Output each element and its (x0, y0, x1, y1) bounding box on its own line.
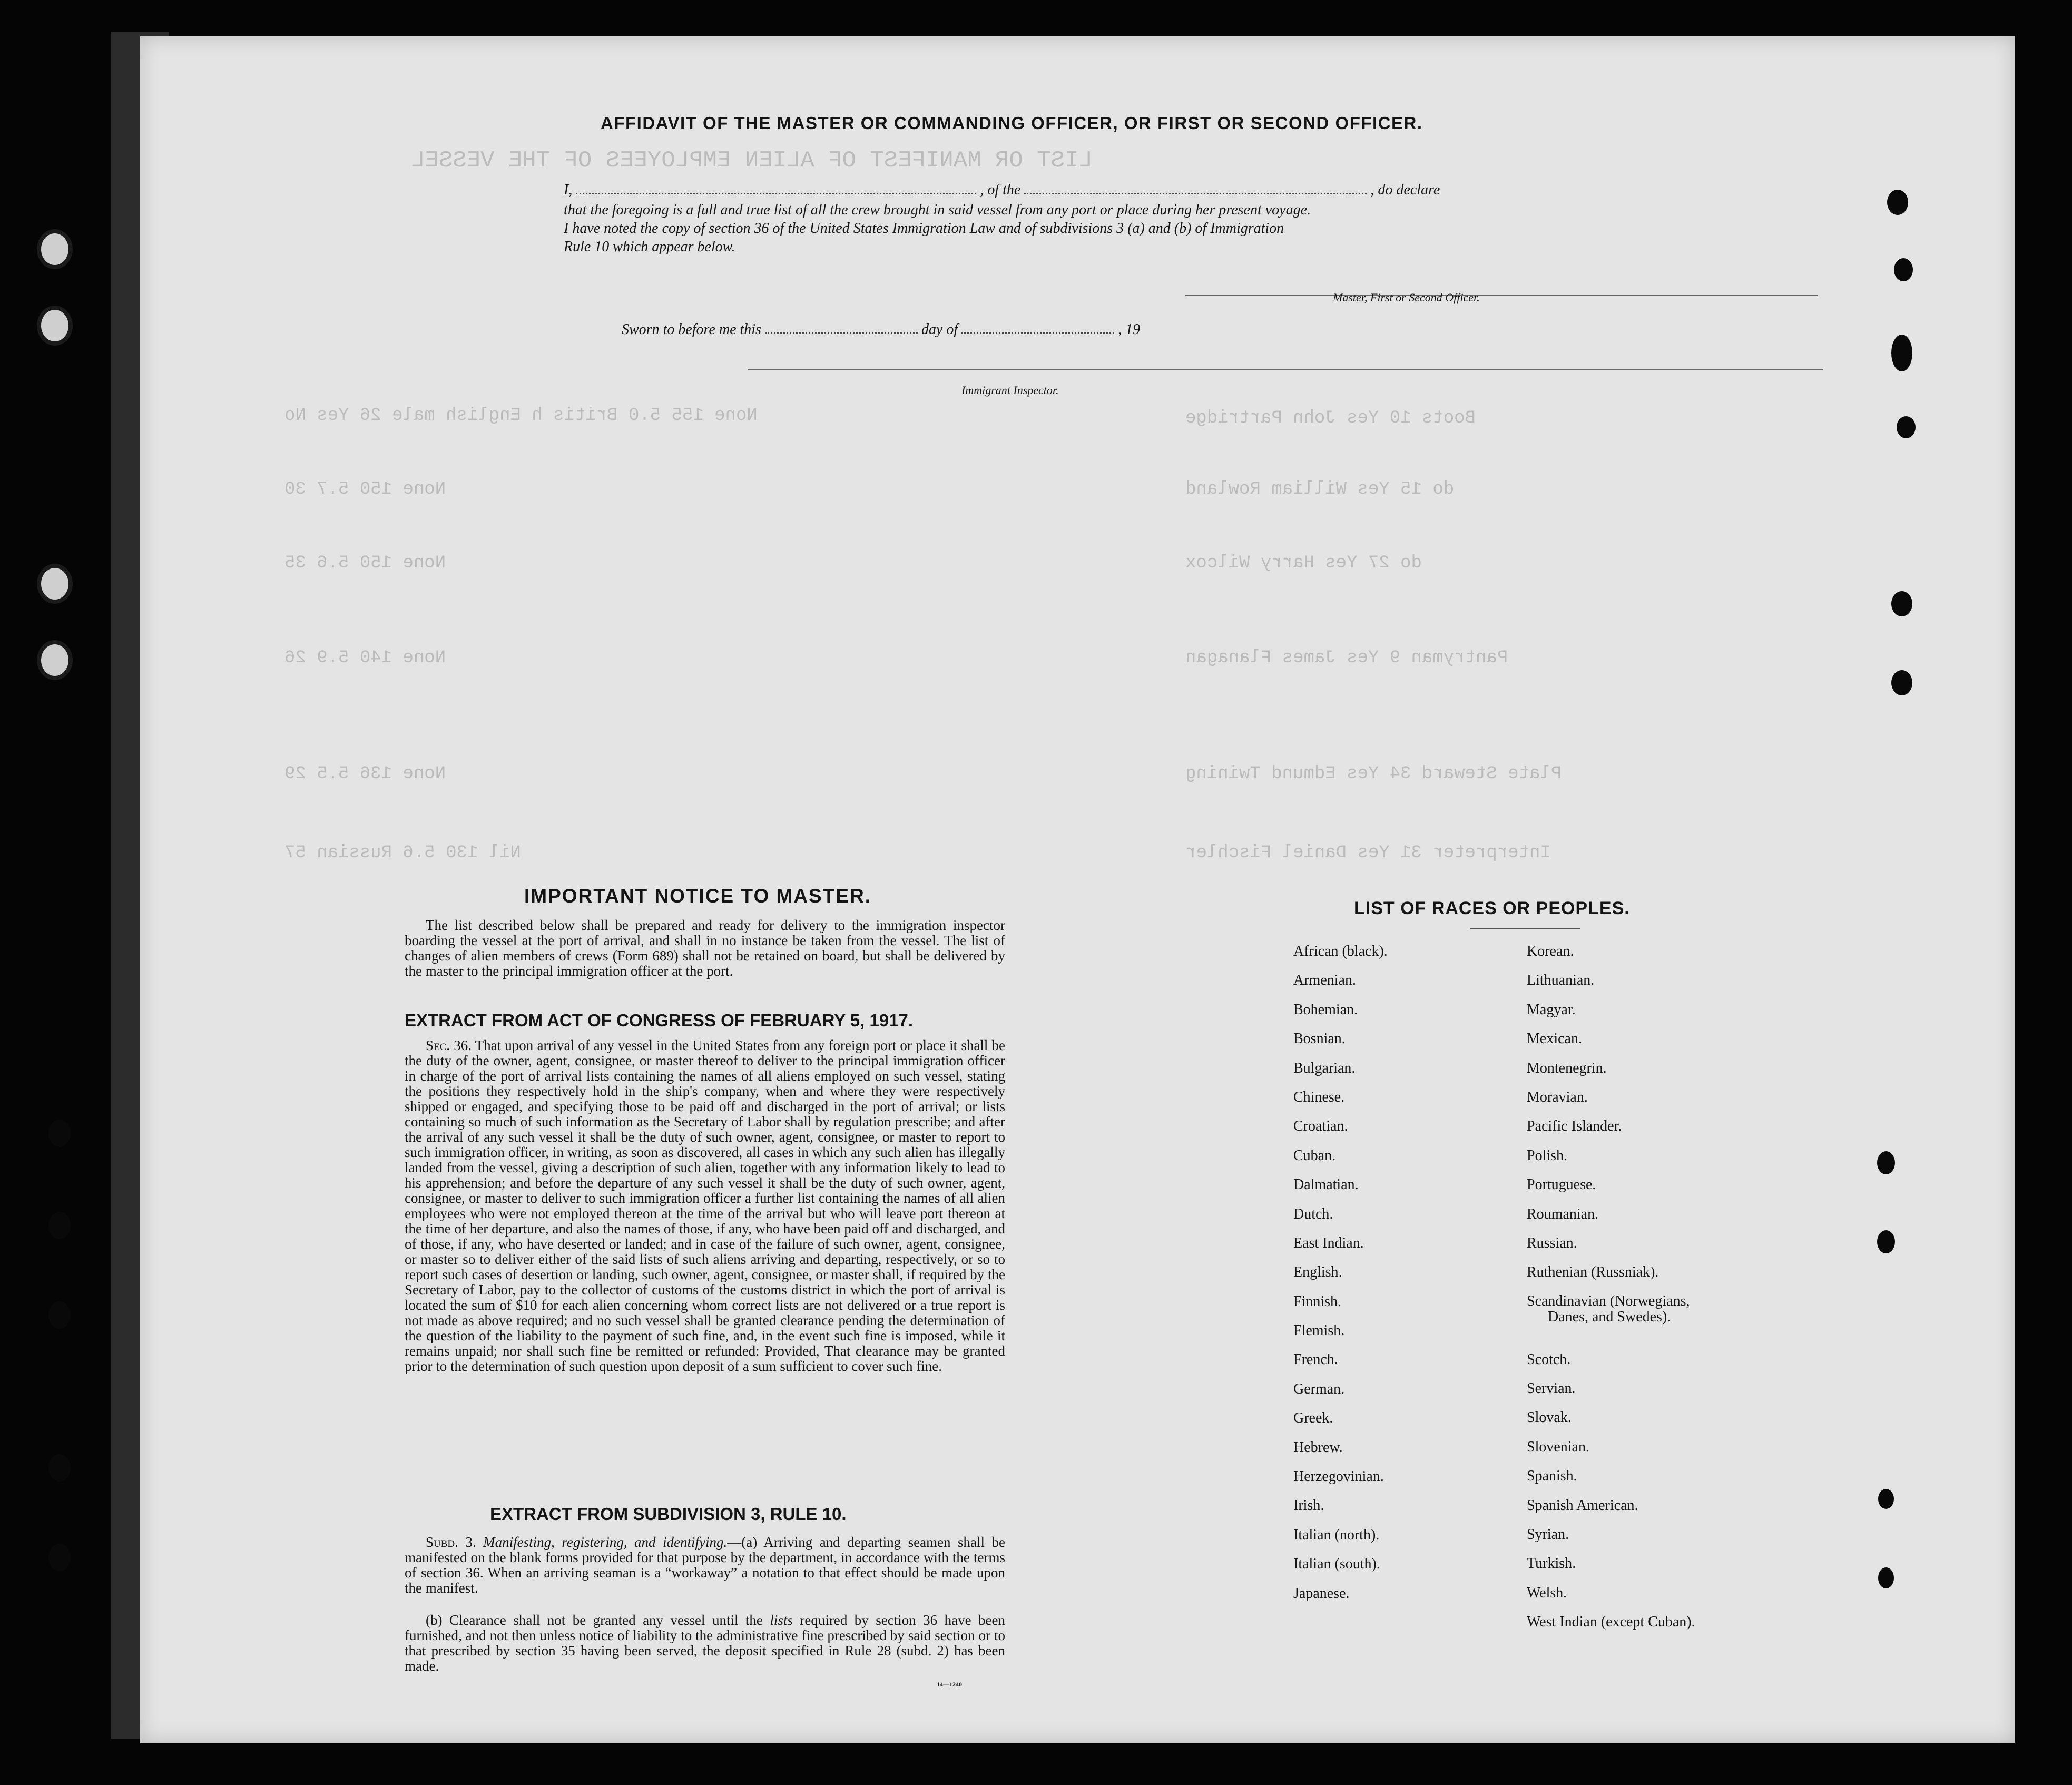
binder-ring (37, 229, 73, 269)
binder-ring (37, 306, 73, 346)
race-item: Italian (north). (1293, 1526, 1380, 1543)
para-b-lists: lists (770, 1612, 793, 1628)
inspector-signature-label: Immigrant Inspector. (961, 384, 1059, 397)
master-signature-line[interactable] (1185, 295, 1818, 296)
sworn-day-field[interactable] (765, 329, 918, 334)
race-item: Slovenian. (1527, 1438, 1589, 1455)
race-item: West Indian (except Cuban). (1527, 1614, 1695, 1631)
race-item: Portuguese. (1527, 1176, 1596, 1193)
subd-label: Subd. 3. (426, 1534, 476, 1550)
race-item: Flemish. (1293, 1322, 1345, 1339)
punch-hole (1877, 1151, 1895, 1174)
punch-hole (1894, 258, 1913, 281)
punch-hole (1891, 335, 1912, 371)
race-item: East Indian. (1293, 1234, 1364, 1251)
punch-hole (1878, 1567, 1894, 1588)
race-item: Croatian. (1293, 1118, 1348, 1135)
punch-hole (48, 1212, 71, 1239)
scandinavian-line1: Scandinavian (Norwegians, (1527, 1292, 1690, 1309)
act-extract-heading: EXTRACT FROM ACT OF CONGRESS OF FEBRUARY 5, 1917. (405, 1011, 914, 1030)
race-item: Dalmatian. (1293, 1176, 1359, 1193)
races-column-2 (1527, 943, 1748, 1643)
race-item: Dutch. (1293, 1205, 1333, 1222)
race-item: Welsh. (1527, 1584, 1567, 1601)
sworn-line (622, 321, 1140, 338)
subd-para-a-text: —(a) Arriving and departing seamen shall be manifested on the blank forms provided for that purpose by the department, in accordance with the terms of section 36. When an arriving seaman is a “workaway” a notation to that effect should be made upon the manifest. (405, 1534, 1005, 1596)
sworn-mid: day of (921, 321, 958, 338)
sworn-start: Sworn to before me this (622, 321, 761, 338)
race-item: Chinese. (1293, 1088, 1345, 1105)
race-item: Mexican. (1527, 1031, 1582, 1047)
race-item: Russian. (1527, 1234, 1577, 1251)
race-item: Spanish American. (1527, 1497, 1638, 1514)
race-item: Syrian. (1527, 1526, 1569, 1543)
affidavit-line1-start: I, (564, 182, 573, 198)
notice-text: The list described below shall be prepared and ready for delivery to the immigration inspector boarding the vessel at the port of arrival, and shall in no instance be taken from the vessel. The list of changes of alien members of crews (Form 689) shall not be retained on board, but shall be delivered by the master to the principal immigration officer at the port. (405, 917, 1005, 979)
inspector-signature-line[interactable] (748, 369, 1823, 370)
race-item: Finnish. (1293, 1293, 1342, 1310)
race-item: Lithuanian. (1527, 972, 1595, 989)
sworn-end: , 19 (1118, 321, 1141, 338)
affidavit-line1-end: , do declare (1370, 182, 1440, 198)
race-item: Hebrew. (1293, 1439, 1343, 1456)
subd-title: Manifesting, registering, and identifying. (483, 1534, 728, 1550)
sworn-month-field[interactable] (961, 329, 1114, 334)
race-item-scandinavian (1527, 1293, 1748, 1351)
race-item: Italian (south). (1293, 1556, 1380, 1573)
bleed-through-text: do 15 Yes William Rowland (1185, 479, 1455, 499)
punch-hole (1878, 1489, 1894, 1509)
punch-hole (1891, 591, 1912, 616)
punch-hole (1891, 670, 1912, 695)
bleed-through-text: do 27 Yes Harry Wilcox (1185, 553, 1422, 573)
master-signature-label: Master, First or Second Officer. (1333, 291, 1480, 304)
race-item: Irish. (1293, 1497, 1324, 1514)
act-extract-text (405, 1038, 1005, 1374)
scandinavian-line2: Danes, and Swedes). (1548, 1308, 1671, 1325)
punch-hole (48, 1301, 71, 1329)
rule-para-b (405, 1613, 1005, 1674)
punch-hole (1887, 190, 1908, 215)
race-item: Roumanian. (1527, 1205, 1599, 1222)
race-item: Bulgarian. (1293, 1060, 1356, 1076)
race-item: Scotch. (1527, 1351, 1571, 1368)
bleed-through-text: Pantryman 9 Yes James Flanagan (1185, 648, 1508, 668)
punch-hole (48, 1120, 71, 1147)
race-item: Cuban. (1293, 1147, 1336, 1164)
section-label: Sec. 36. (426, 1037, 472, 1053)
rule-extract-heading: EXTRACT FROM SUBDIVISION 3, RULE 10. (490, 1504, 847, 1524)
race-item: Bohemian. (1293, 1001, 1358, 1018)
race-item: Turkish. (1527, 1555, 1576, 1572)
race-item: African (black). (1293, 943, 1388, 959)
race-item: Greek. (1293, 1410, 1333, 1427)
bleed-through-text: Nil 130 5.6 Russian 57 (284, 843, 521, 863)
para-b-end: required by section 36 have been furnished, and not then unless notice of liability to the administrative fine prescribed by said section or to that prescribed by section 35 having been served, the deposit specified in Rule 28 (subd. 2) has been made. (405, 1612, 1006, 1674)
race-item: French. (1293, 1351, 1338, 1368)
binder-ring (37, 640, 73, 680)
races-column-1 (1293, 943, 1388, 1614)
race-item: Japanese. (1293, 1585, 1350, 1602)
affidavit-declaration-line2: that the foregoing is a full and true list of all the crew brought in said vessel from any port or place during her present voyage. (564, 202, 1311, 218)
race-item: Bosnian. (1293, 1031, 1346, 1047)
notice-heading: IMPORTANT NOTICE TO MASTER. (524, 885, 872, 907)
race-item: Servian. (1527, 1380, 1576, 1397)
bleed-through-text: None 140 5.9 26 (284, 648, 446, 668)
race-item: Armenian. (1293, 972, 1356, 989)
bleed-through-text: None 136 5.5 29 (284, 764, 446, 784)
bleed-through-text: None 150 5.6 35 (284, 553, 446, 573)
affidavit-heading: AFFIDAVIT OF THE MASTER OR COMMANDING OFFICER, OR FIRST OR SECOND OFFICER. (601, 113, 1423, 133)
affidavit-line1-mid: , of the (980, 182, 1021, 198)
race-item: Polish. (1527, 1147, 1568, 1164)
race-item: Moravian. (1527, 1088, 1588, 1105)
punch-hole (48, 1454, 71, 1482)
race-item: Slovak. (1527, 1409, 1572, 1426)
affidavit-declaration-line3: I have noted the copy of section 36 of the United States Immigration Law and of subdivisions 3 (a) and (b) of Immigration (564, 220, 1284, 237)
race-item: English. (1293, 1264, 1342, 1281)
affidavit-declaration-line4: Rule 10 which appear below. (564, 239, 735, 255)
race-item: Korean. (1527, 943, 1574, 959)
races-heading: LIST OF RACES OR PEOPLES. (1354, 898, 1630, 918)
bleed-through-text: Interpreter 31 Yes Daniel Fischler (1185, 843, 1551, 863)
affidavit-declaration-line1 (564, 182, 1580, 199)
rule-para-a (405, 1535, 1005, 1596)
race-item: Ruthenian (Russniak). (1527, 1264, 1659, 1281)
race-item: Montenegrin. (1527, 1060, 1607, 1076)
bleed-through-text: Boots 10 Yes John Partridge (1185, 408, 1476, 428)
master-name-field[interactable] (576, 190, 976, 194)
bleed-through-text: None 155 5.0 Britis h English male 26 Yes No (284, 406, 758, 426)
bleed-through-text: Plate Steward 34 Yes Edmund Twining (1185, 764, 1562, 784)
section-36-text: That upon arrival of any vessel in the United States from any foreign port or place it shall be the duty of the owner, agent, consignee, or master thereof to deliver to the principal immigration officer in charge of the port of arrival lists containing the names of all aliens employed on such vessel, stating the positions they respectively hold in the ship's company, when and where they were respectively shipped or engaged, and specifying those to be paid off and discharged in the port of arrival; or lists containing so much of such information as the Secretary of Labor shall by regulation prescribe; and after the arrival of any such vessel it shall be the duty of such owner, agent, consignee, or master to report to such immigration officer, in writing, as soon as discovered, all cases in which any such alien has illegally landed from the vessel, giving a description of such alien, together with any information likely to lead to his apprehension; and before the departure of any such vessel it shall be the duty of such owner, agent, consignee, or master to deliver to such immigration officer a further list containing the names of all alien employees who were not employed thereon at the time of the arrival but who will leave port thereon at the time of her departure, and also the names of those, if any, who have been paid off and discharged, and of those, if any, who have deserted or landed; and in case of the failure of such owner, agent, consignee, or master so to deliver either of the said lists of such aliens arriving and departing, respectively, or so to report such cases of desertion or landing, such owner, agent, consignee, or master shall, if required by the Secretary of Labor, pay to the collector of customs of the customs district in which the port of arrival is located the sum of $10 for each alien concerning whom correct lists are not delivered or a true report is not made as above required; and no such vessel shall be granted clearance pending the determination of the question of the liability to the payment of such fine, and, in the event such fine is imposed, while it remains unpaid; nor shall such fine be remitted or refunded: Provided, That clearance may be granted prior to the determination of such question upon deposit of a sum sufficient to cover such fine. (405, 1037, 1005, 1374)
races-heading-rule (1470, 928, 1580, 929)
race-item: German. (1293, 1380, 1345, 1397)
para-b-start: (b) Clearance shall not be granted any vessel until the (426, 1612, 763, 1628)
race-item: Herzegovinian. (1293, 1468, 1384, 1485)
binder-ring (37, 564, 73, 604)
race-item: Spanish. (1527, 1468, 1577, 1485)
bleed-through-text: LIST OR MANIFEST OF ALIEN EMPLOYEES OF THE VESSEL (411, 148, 1093, 174)
punch-hole (1877, 1230, 1895, 1253)
form-number: 14—1240 (937, 1681, 962, 1688)
bleed-through-text: None 150 5.7 30 (284, 479, 446, 499)
punch-hole (48, 1544, 71, 1571)
vessel-name-field[interactable] (1024, 190, 1367, 194)
race-item: Pacific Islander. (1527, 1118, 1622, 1135)
race-item: Magyar. (1527, 1001, 1576, 1018)
punch-hole (1897, 416, 1916, 438)
